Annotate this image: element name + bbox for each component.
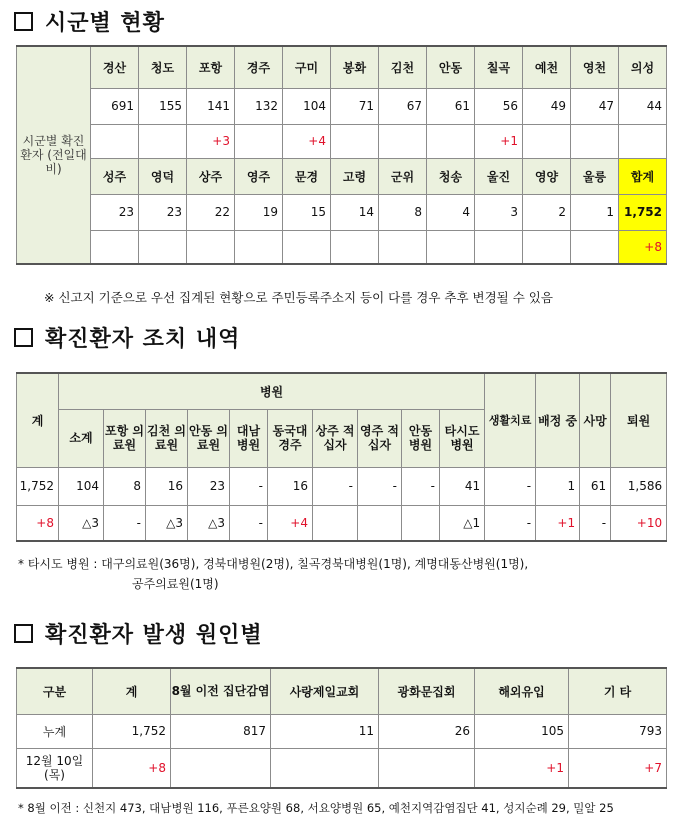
- cause-change: [271, 748, 379, 788]
- city-count: 61: [427, 88, 475, 124]
- row-label-cell: [17, 46, 91, 264]
- cause-change: [379, 748, 475, 788]
- treat-change: △1: [440, 505, 485, 541]
- treat-change: -: [580, 505, 611, 541]
- treat-value: -: [358, 467, 402, 505]
- city-count: 1: [571, 194, 619, 230]
- treat-value: 8: [104, 467, 146, 505]
- city-change: [571, 230, 619, 264]
- city-change: [379, 124, 427, 158]
- city-name: 칠곡: [475, 46, 523, 88]
- treat-change: -: [230, 505, 268, 541]
- city-count: 3: [475, 194, 523, 230]
- hospital-col: 영주 적십자: [358, 409, 402, 467]
- city-name: 안동: [427, 46, 475, 88]
- city-name: 청도: [139, 46, 187, 88]
- city-change: [331, 230, 379, 264]
- hospital-col: 김천 의료원: [146, 409, 188, 467]
- city-count: 104: [283, 88, 331, 124]
- treat-change: △3: [59, 505, 104, 541]
- city-change: [379, 230, 427, 264]
- treat-value: 16: [146, 467, 188, 505]
- city-change: [139, 124, 187, 158]
- city-change: [571, 124, 619, 158]
- treat-change: [313, 505, 358, 541]
- city-change: [523, 124, 571, 158]
- city-count: 132: [235, 88, 283, 124]
- cause-header: 사랑제일교회: [271, 668, 379, 714]
- cause-value: 26: [379, 714, 475, 748]
- city-name: 영양: [523, 158, 571, 194]
- city-count: 4: [427, 194, 475, 230]
- city-count: 8: [379, 194, 427, 230]
- city-change: [139, 230, 187, 264]
- cause-value: 105: [475, 714, 569, 748]
- city-count: 691: [91, 88, 139, 124]
- city-change: [331, 124, 379, 158]
- hospital-col: 동국대 경주: [268, 409, 313, 467]
- treat-change: -: [485, 505, 536, 541]
- treat-total: 1,752: [17, 467, 59, 505]
- city-count: 47: [571, 88, 619, 124]
- hospital-col: 포항 의료원: [104, 409, 146, 467]
- treat-value: 104: [59, 467, 104, 505]
- city-count: 15: [283, 194, 331, 230]
- city-name: 고령: [331, 158, 379, 194]
- cause-change: +7: [569, 748, 667, 788]
- city-count: 71: [331, 88, 379, 124]
- treat-value: 61: [580, 467, 611, 505]
- treat-change: △3: [188, 505, 230, 541]
- city-count: 67: [379, 88, 427, 124]
- city-change: +3: [187, 124, 235, 158]
- hospital-col: 소계: [59, 409, 104, 467]
- city-name: 예천: [523, 46, 571, 88]
- header-death: 사망: [580, 373, 611, 467]
- section2-title: 확진환자 조치 내역: [14, 322, 240, 353]
- checkbox-square-icon: [14, 328, 33, 347]
- treat-change: +1: [536, 505, 580, 541]
- city-name: 봉화: [331, 46, 379, 88]
- city-count: 23: [91, 194, 139, 230]
- city-count: 141: [187, 88, 235, 124]
- city-count: 19: [235, 194, 283, 230]
- row-label: 시군별 확진환자 (전일대비): [20, 134, 87, 176]
- cause-table: [16, 667, 667, 789]
- section1-note: ※ 신고지 기준으로 우선 집계된 현황으로 주민등록주소지 등이 다를 경우 추후 변경될 수 있음: [44, 290, 553, 305]
- hospital-col: 안동 병원: [402, 409, 440, 467]
- treat-value: -: [313, 467, 358, 505]
- city-change: [187, 230, 235, 264]
- cause-header: 광화문집회: [379, 668, 475, 714]
- city-count: 56: [475, 88, 523, 124]
- section1-title: 시군별 현황: [14, 6, 165, 37]
- treat-value: 41: [440, 467, 485, 505]
- cause-row-label: 누계: [17, 714, 93, 748]
- checkbox-square-icon: [14, 12, 33, 31]
- city-change: [427, 124, 475, 158]
- header-home-treatment: 생활치료: [485, 373, 536, 467]
- cause-header: 기 타: [569, 668, 667, 714]
- treat-value: 1,586: [611, 467, 667, 505]
- city-change: [427, 230, 475, 264]
- total-header: 합계: [619, 158, 667, 194]
- city-name: 의성: [619, 46, 667, 88]
- city-change: [91, 230, 139, 264]
- city-count: 22: [187, 194, 235, 230]
- cause-change: +1: [475, 748, 569, 788]
- city-name: 울릉: [571, 158, 619, 194]
- city-name: 청송: [427, 158, 475, 194]
- cause-header: 구분: [17, 668, 93, 714]
- total-count: 1,752: [619, 194, 667, 230]
- treat-change: [402, 505, 440, 541]
- city-change: [475, 230, 523, 264]
- city-count: 49: [523, 88, 571, 124]
- city-change: [523, 230, 571, 264]
- hospital-col: 상주 적십자: [313, 409, 358, 467]
- header-assigning: 배정 중: [536, 373, 580, 467]
- treat-value: -: [402, 467, 440, 505]
- city-count: 44: [619, 88, 667, 124]
- city-name: 문경: [283, 158, 331, 194]
- treat-change: +8: [17, 505, 59, 541]
- city-change: [283, 230, 331, 264]
- city-name: 상주: [187, 158, 235, 194]
- treat-change: +4: [268, 505, 313, 541]
- checkbox-square-icon: [14, 624, 33, 643]
- city-name: 영주: [235, 158, 283, 194]
- section3-note: * 8월 이전 : 신천지 473, 대남병원 116, 푸른요양원 68, 서요양병원 65, 예천지역감염집단 41, 성지순례 29, 밀알 25: [18, 801, 614, 815]
- treatment-table: [16, 372, 667, 542]
- header-discharge: 퇴원: [611, 373, 667, 467]
- cause-header: 계: [93, 668, 171, 714]
- city-change: [619, 124, 667, 158]
- city-count: 14: [331, 194, 379, 230]
- cause-value: 1,752: [93, 714, 171, 748]
- section3-title: 확진환자 발생 원인별: [14, 618, 263, 649]
- city-change: [91, 124, 139, 158]
- hospital-col: 타시도 병원: [440, 409, 485, 467]
- city-name: 경산: [91, 46, 139, 88]
- city-name: 영덕: [139, 158, 187, 194]
- total-change: +8: [619, 230, 667, 264]
- section2-note-line1: * 타시도 병원 : 대구의료원(36명), 경북대병원(2명), 칠곡경북대병원(1명), 계명대동산병원(1명),: [18, 557, 529, 571]
- hospital-col: 대남 병원: [230, 409, 268, 467]
- cause-change: +8: [93, 748, 171, 788]
- city-name: 김천: [379, 46, 427, 88]
- city-name: 영천: [571, 46, 619, 88]
- treat-change: △3: [146, 505, 188, 541]
- city-change: +4: [283, 124, 331, 158]
- treat-value: -: [485, 467, 536, 505]
- city-count: 2: [523, 194, 571, 230]
- cause-value: 11: [271, 714, 379, 748]
- cause-value: 817: [171, 714, 271, 748]
- cause-change: [171, 748, 271, 788]
- city-change: [235, 124, 283, 158]
- city-count: 155: [139, 88, 187, 124]
- section2-note-line2: 공주의료원(1명): [132, 577, 219, 591]
- header-total: 계: [17, 373, 59, 467]
- city-name: 울진: [475, 158, 523, 194]
- treat-change: -: [104, 505, 146, 541]
- treat-value: -: [230, 467, 268, 505]
- city-count: 23: [139, 194, 187, 230]
- treat-change: +10: [611, 505, 667, 541]
- city-name: 성주: [91, 158, 139, 194]
- treat-value: 1: [536, 467, 580, 505]
- city-name: 구미: [283, 46, 331, 88]
- cause-header: 8월 이전 집단감염: [171, 668, 271, 714]
- city-name: 포항: [187, 46, 235, 88]
- city-change: +1: [475, 124, 523, 158]
- cause-row-date: 12월 10일 (목): [17, 748, 93, 788]
- city-name: 경주: [235, 46, 283, 88]
- cause-header: 해외유입: [475, 668, 569, 714]
- treat-value: 23: [188, 467, 230, 505]
- hospital-col: 안동 의료원: [188, 409, 230, 467]
- city-change: [235, 230, 283, 264]
- city-name: 군위: [379, 158, 427, 194]
- treat-value: 16: [268, 467, 313, 505]
- header-hospital: 병원: [59, 373, 485, 409]
- cause-value: 793: [569, 714, 667, 748]
- city-status-table: [16, 45, 667, 265]
- treat-change: [358, 505, 402, 541]
